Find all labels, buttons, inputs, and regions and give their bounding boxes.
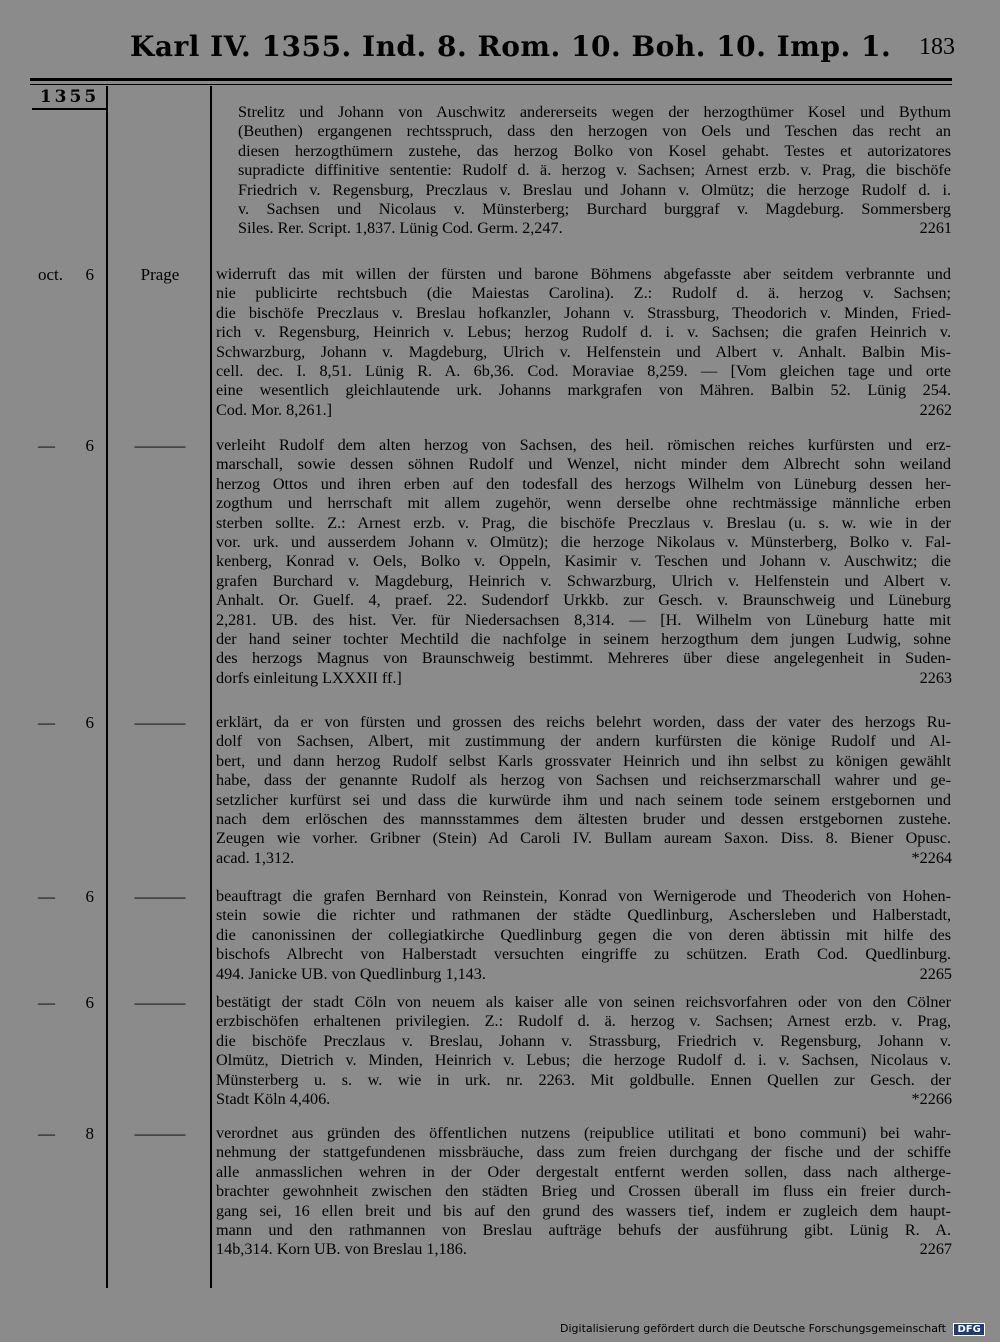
entry-text-line: Strelitz und Johann von Auschwitz andererseits wegen der herzogthümer Kosel und Bythum (238, 103, 951, 121)
entry-text-line: sterben sollte. Z.: Arnest erzb. v. Prag, die bischöfe Preczlaus v. Breslau (u. s. w. wie in der (216, 513, 951, 532)
entry-text (216, 265, 951, 420)
entry-text-line: nie publicirte rechtsbuch (die Maiestas Carolina). Z.: Rudolf d. ä. herzog v. Sachsen; (216, 284, 951, 303)
entry-text (216, 1124, 951, 1260)
entry-month: — (38, 993, 55, 1012)
entry-text-line: Zeugen wie vorher. Gribner (Stein) Ad Caroli IV. Bullam auream Saxon. Diss. 8. Biener Opusc. (216, 829, 951, 848)
entry-text-line: nach dem erlöschen des mannsstammes dem ältesten bruder und dessen erstgebornen zustehe. (216, 810, 951, 829)
entry-text-line: beauftragt die grafen Bernhard von Reinstein, Konrad von Wernigerode und Theoderich von Hohen- (216, 887, 951, 905)
entry-text-line: die bischöfe Preczlaus v. Breslau, Johann v. Strassburg, Friedrich v. Regensburg, Johann v. (216, 1031, 951, 1050)
entry-number: 2267 (919, 1240, 952, 1259)
entry-day: 6 (85, 713, 94, 732)
year-label: 1355 (32, 87, 107, 110)
entry-text-line: zogthum und herrschaft mit allem zugehör, wenn derselbe ohne rechtmässige männliche erben (216, 494, 951, 513)
entry-month: oct. (38, 265, 64, 284)
header-rule-thin (30, 84, 952, 85)
entry-text (216, 993, 951, 1109)
entry-text-line: bischofs Albrecht von Halberstadt versuchten eingriffe zu schützen. Erath Cod. Quedlinburg. (216, 945, 951, 964)
entry-text-line: Siles. Rer. Script. 1,837. Lünig Cod. Germ. 2,247. (238, 219, 563, 238)
entry-text-line: supradicte diffinitive sententie: Rudolf d. ä. herzog v. Sachsen; Arnest erzb. v. Prag, die bischöfe (238, 161, 951, 180)
entry-text (216, 887, 951, 984)
entry-text-line: vor. urk. und ausserdem Johann v. Olmütz); die herzoge Nikolaus v. Münsterberg, Bolko v. Fal- (216, 533, 951, 552)
entry-text-line: bert, und dann herzog Rudolf selbst Karls grossvater Heinrich und ihn selbst zu königen gewählt (216, 751, 951, 770)
entry-text-line: erzbischöfen erhaltenen privilegien. Z.: Rudolf d. ä. herzog v. Sachsen; Arnest erzb. v. Prag, (216, 1012, 951, 1031)
page-number: 183 (919, 34, 955, 60)
entry-place: ——— (134, 887, 186, 906)
entry-text-line: gang sei, 16 ellen breit und bis auf den grund des wassers tief, indem er zugleich dem haupt- (216, 1201, 951, 1220)
entry-day: 8 (85, 1124, 94, 1143)
entry-text-line: Cod. Mor. 8,261.] (216, 400, 333, 419)
entry-text (216, 713, 951, 868)
entry-number: 2263 (919, 668, 952, 687)
entry-day: 6 (85, 265, 94, 284)
entry-text-line: setzlicher kurfürst sei und dass die kurwürde ihm und nach seinem tode seinem erstgebornen und (216, 790, 951, 809)
entry-month: — (38, 713, 55, 732)
entry-month: — (38, 887, 55, 906)
entry-text-line: Olmütz, Dietrich v. Minden, Heinrich v. Lebus; die herzoge Rudolf d. i. v. Sachsen, Nicolaus v. (216, 1051, 951, 1070)
entry-text-line: (Beuthen) ergangenen rechtsspruch, dass den herzogen von Oels und Teschen das recht an (238, 122, 951, 141)
entry-text-line: 494. Janicke UB. von Quedlinburg 1,143. (216, 964, 486, 983)
entry-text-line: Anhalt. Or. Guelf. 4, praef. 22. Sudendorf Urkkb. zur Gesch. v. Braunschweig und Lüneburg (216, 591, 951, 610)
entry-month: — (38, 436, 55, 455)
entry-number: 2261 (919, 219, 952, 238)
entry-month: — (38, 1124, 55, 1143)
entry-text-line: verordnet aus gründen des öffentlichen nutzens (reipublice utilitati et bono communi) bei wahr- (216, 1124, 951, 1142)
entry-text-line: alle anmasslichen wehren in der Oder dergestalt entfernt werden sollen, dass nach altherge- (216, 1162, 951, 1181)
entry-text-line: Stadt Köln 4,406. (216, 1090, 331, 1109)
entry-text-line: erklärt, da er von fürsten und grossen des reichs belehrt worden, dass der vater des herzogs Ru- (216, 713, 951, 731)
entry-text-line: die canonissinen der collegiatkirche Quedlinburg gegen die von deren äbtissin mit hilfe des (216, 925, 951, 944)
entry-number: 2265 (919, 964, 952, 983)
entry-text-line: v. Sachsen und Nicolaus v. Münsterberg; Burchard burggraf v. Magdeburg. Sommersberg (238, 200, 951, 219)
entry-text-line: verleiht Rudolf dem alten herzog von Sachsen, des heil. römischen reiches kurfürsten und erz- (216, 436, 951, 454)
entry-text-line: habe, dass der genannte Rudolf als herzog von Sachsen und reichserzmarschall wahrer und ge- (216, 771, 951, 790)
entry-place: ——— (134, 713, 186, 732)
entry-text (216, 436, 951, 688)
entry-day: 6 (85, 993, 94, 1012)
entry-text-line: stein sowie die richter und rathmanen der städte Quedlinburg, Aschersleben und Halberstadt, (216, 906, 951, 925)
footer-credit (560, 1322, 980, 1340)
entry-day: 6 (85, 436, 94, 455)
entry-text-line: acad. 1,312. (216, 848, 295, 867)
entry-text-line: des herzogs Magnus von Braunschweig bestimmt. Mehreres über diese angelegenheit in Suden- (216, 649, 951, 668)
entry-text-line: 2,281. UB. des hist. Ver. für Niedersachsen 8,314. — [H. Wilhelm von Lüneburg hatte mit (216, 610, 951, 629)
entry-text-line: bestätigt der stadt Cöln von neuem als kaiser alle von seinen reichsvorfahren oder von den Cölner (216, 993, 951, 1011)
running-head: Karl IV. 1355. Ind. 8. Rom. 10. Boh. 10. Imp. 1. (130, 30, 892, 63)
entry-text-line: diesen herzogthümern zustehe, das herzog Bolko von Kosel gehabt. Testes et autorizatores (238, 141, 951, 160)
entry-place: ——— (134, 1124, 186, 1143)
column-divider-date (106, 86, 108, 1288)
entry-place: Prage (140, 265, 180, 284)
entry-number: 2262 (919, 400, 952, 419)
entry-text-line: brachter gewohnheit zwischen den städten Brieg und Crossen überall im fluss ein freier durch- (216, 1182, 951, 1201)
column-divider-place (210, 86, 212, 1288)
dfg-logo: DFG (953, 1323, 984, 1336)
entry-text-line: Schwarzburg, Johann v. Magdeburg, Ulrich v. Helfenstein und Albert v. Anhalt. Balbin Mis- (216, 342, 951, 361)
entry-text-line: marschall, sowie dessen söhnen Rudolf und Wenzel, nicht minder dem Albrecht sohn weiland (216, 455, 951, 474)
entry-text-line: die bischöfe Preczlaus v. Breslau hofkanzler, Johann v. Strassburg, Theodorich v. Minden, Fried- (216, 303, 951, 322)
entry-text-line: herzog Ottos und ihren erben auf den todesfall des herzogs Wilhelm von Lüneburg dessen her- (216, 474, 951, 493)
entry-text-line: dorfs einleitung LXXXII ff.] (216, 668, 402, 687)
entry-text-line: dolf von Sachsen, Albert, mit zustimmung der andern kurfürsten die könige Rudolf und Al- (216, 732, 951, 751)
entry-text-line: Münsterberg u. s. w. wie in urk. nr. 2263. Mit goldbulle. Ennen Quellen zur Gesch. der (216, 1070, 951, 1089)
entry-text-line: mann und den rathmannen von Breslau aufträge behufs der ausführung gibt. Lünig R. A. (216, 1221, 951, 1240)
entry-text-line: grafen Burchard v. Magdeburg, Heinrich v. Schwarzburg, Ulrich v. Helfenstein und Albert v. (216, 571, 951, 590)
entry-text-line: cell. dec. I. 8,51. Lünig R. A. 6b,36. Cod. Moraviae 8,259. — [Vom gleichen tage und orte (216, 362, 951, 381)
entry-place: ——— (134, 436, 186, 455)
footer-text: Digitalisierung gefördert durch die Deutsche Forschungsgemeinschaft (560, 1322, 946, 1335)
entry-text-line: Friedrich v. Regensburg, Preczlaus v. Breslau und Johann v. Olmütz; die herzoge Rudolf d. i. (238, 180, 951, 199)
entry-text-line: der hand seiner tochter Mechtild die nachfolge in seinem herzogthum dem jungen Ludwig, sohne (216, 630, 951, 649)
entry-text-line: nehmung der stattgefundenen missbräuche, dass zum freien durchgang der fische und der schiffe (216, 1143, 951, 1162)
entry-text-line: eine wesentlich gleichlautende urk. Johanns markgrafen von Mähren. Balbin 52. Lünig 254. (216, 381, 951, 400)
entry-text-line: widerruft das mit willen der fürsten und barone Böhmens abgefasste aber seitdem verbrannte und (216, 265, 951, 283)
entry-text-line: rich v. Regensburg, Heinrich v. Lebus; herzog Rudolf d. i. v. Sachsen; die grafen Heinrich v. (216, 323, 951, 342)
header-rule-thick (30, 78, 952, 81)
entry-text-line: kenberg, Konrad v. Oels, Bolko v. Oppeln, Kasimir v. Teschen und Johann v. Auschwitz; die (216, 552, 951, 571)
entry-number: *2264 (911, 848, 952, 867)
entry-number: *2266 (911, 1090, 952, 1108)
entry-text-line: 14b,314. Korn UB. von Breslau 1,186. (216, 1240, 467, 1259)
entry-text (216, 103, 951, 239)
entry-day: 6 (85, 887, 94, 906)
entry-place: ——— (134, 993, 186, 1012)
